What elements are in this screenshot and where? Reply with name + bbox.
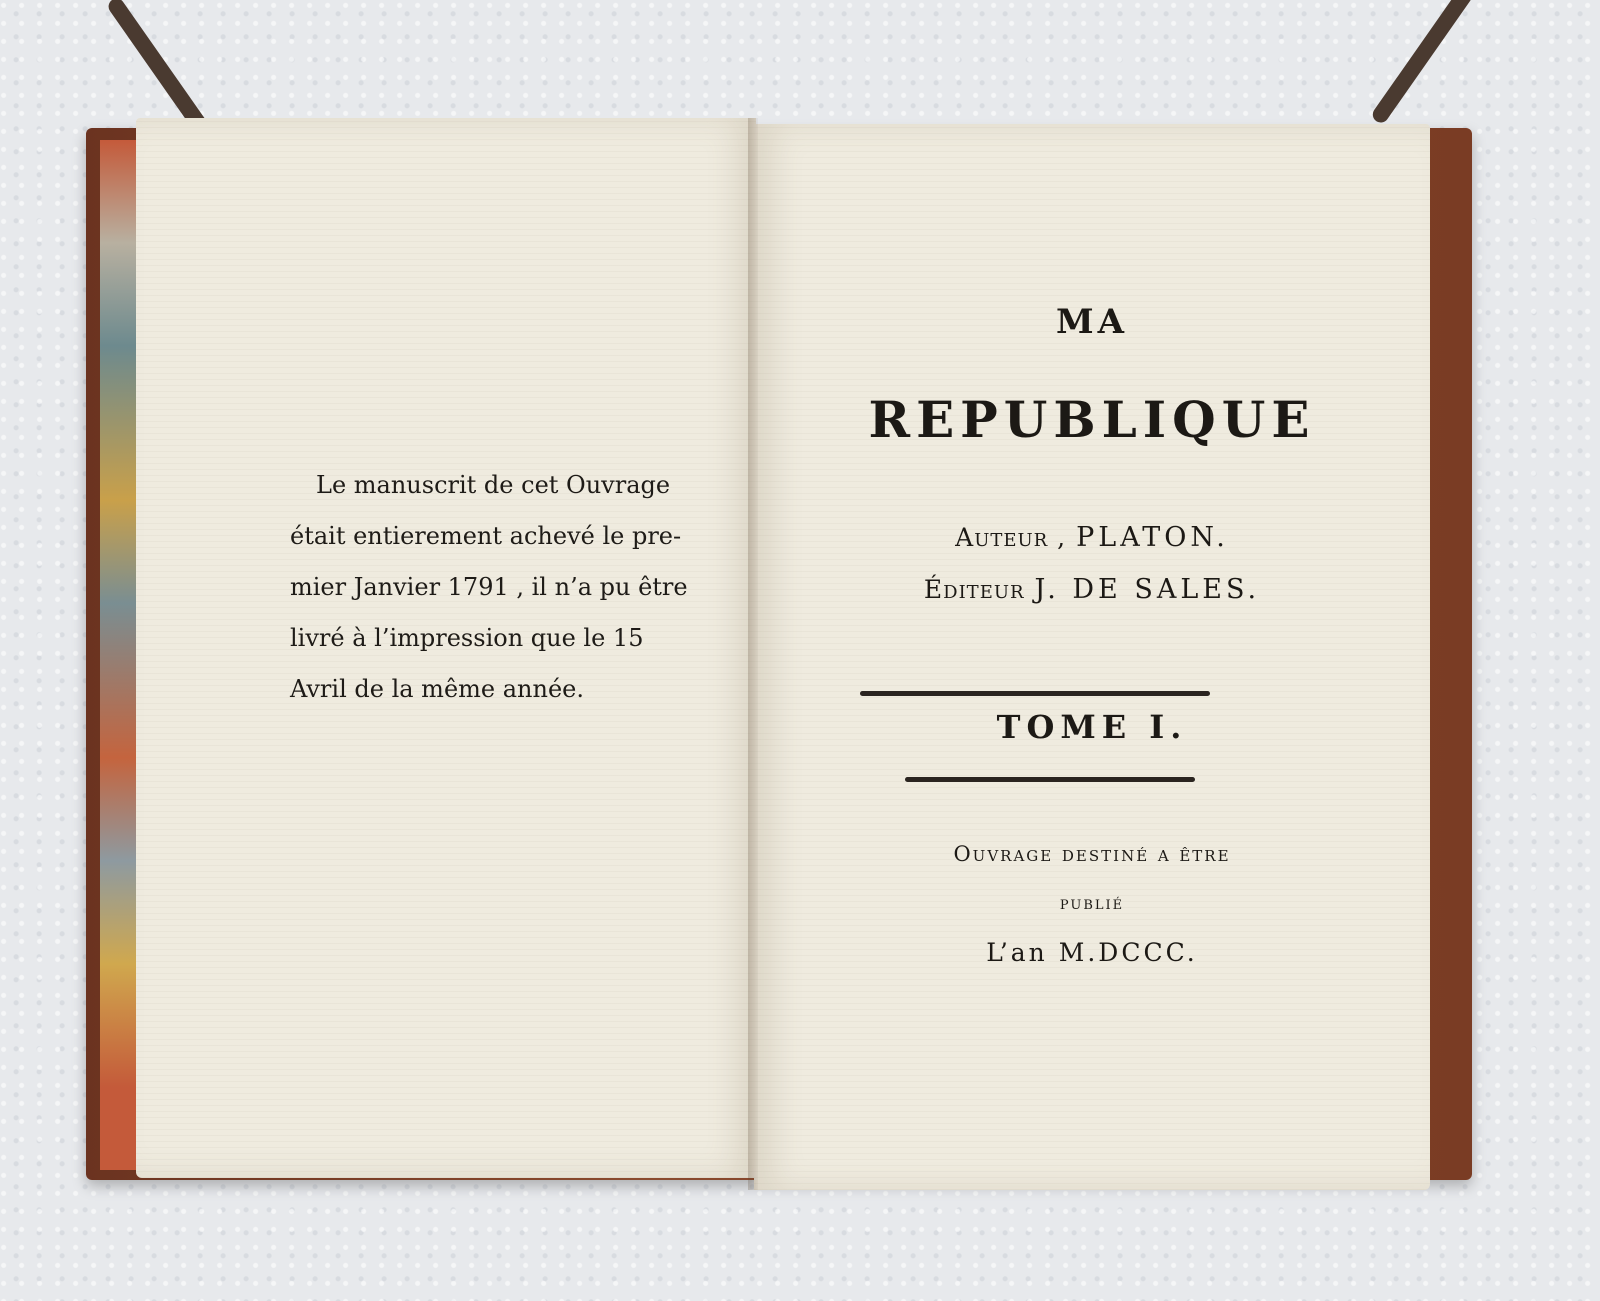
- book-holder-rod-right: [1370, 0, 1475, 126]
- right-page: [754, 124, 1430, 1190]
- note-line: mier Janvier 1791 , il n’a pu être: [290, 573, 688, 601]
- note-line: Le manuscrit de cet Ouvrage: [316, 471, 671, 499]
- rule-bottom: [905, 777, 1195, 782]
- editor-name: J. DE SALES.: [1034, 574, 1261, 605]
- volume-label: TOME I.: [996, 708, 1188, 746]
- editor-label: Éditeur: [923, 575, 1025, 604]
- destination-line-2: publié: [1059, 893, 1125, 914]
- title-small: MA: [1055, 302, 1128, 342]
- destination-line-3: L’an M.DCCC.: [986, 938, 1198, 967]
- rule-top: [860, 691, 1210, 696]
- title-large: REPUBLIQUE: [868, 390, 1316, 449]
- author-line: [754, 522, 1430, 553]
- book-holder-rod-left: [105, 0, 210, 136]
- marbled-endpaper: [100, 140, 140, 1170]
- note-line: livré à l’impression que le 15: [290, 624, 644, 652]
- note-line: Avril de la même année.: [290, 675, 584, 703]
- destination-line-1: Ouvrage destiné a être: [953, 842, 1231, 866]
- manuscript-note: [290, 460, 690, 715]
- author-name: PLATON.: [1076, 522, 1229, 553]
- editor-line: [754, 574, 1430, 605]
- note-line: était entierement achevé le pre-: [290, 522, 682, 550]
- book-gutter: [748, 118, 758, 1190]
- author-label: Auteur ,: [955, 523, 1067, 552]
